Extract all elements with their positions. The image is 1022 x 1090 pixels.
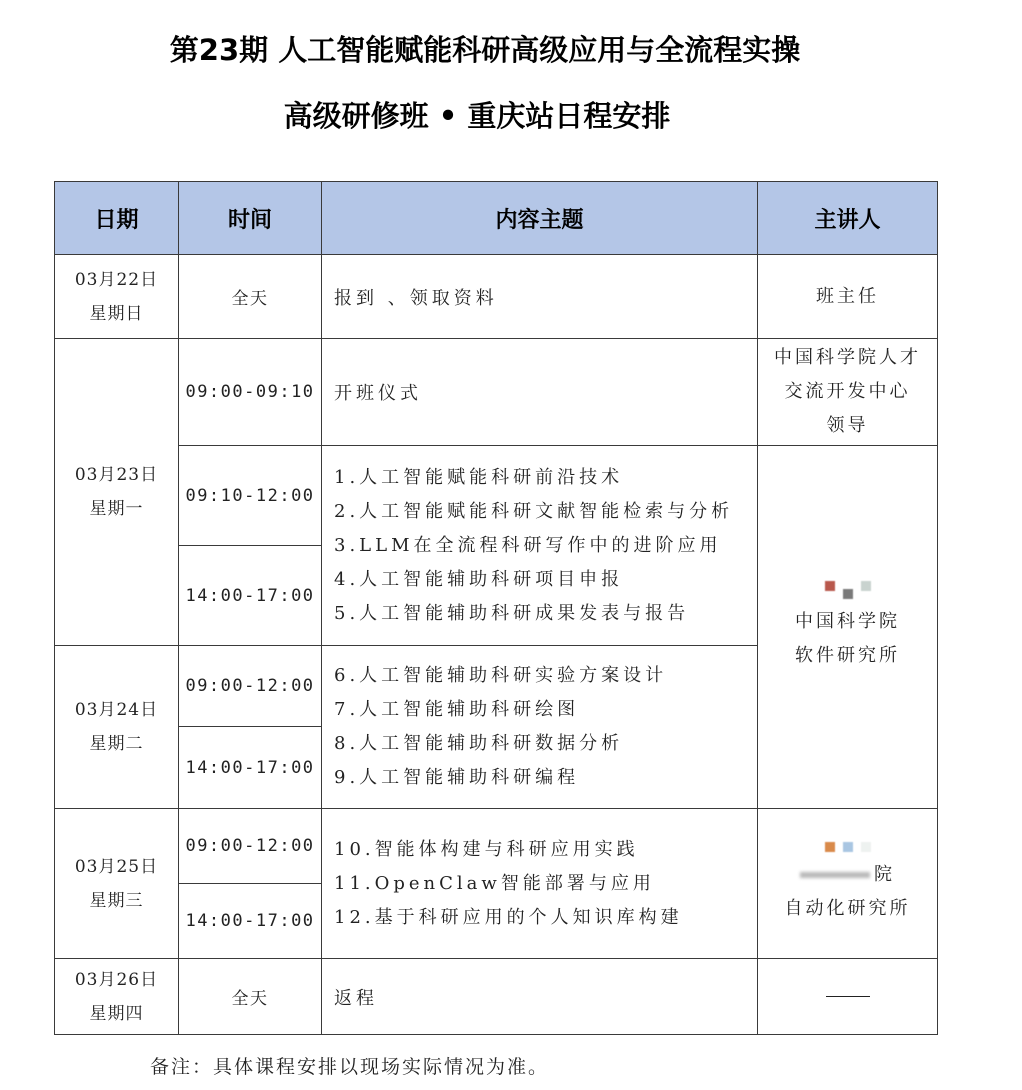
topic-cell [322, 809, 758, 959]
date-cell [55, 809, 179, 959]
page-title-line-1: 第23期 人工智能赋能科研高级应用与全流程实操 [169, 33, 801, 67]
date-cell [55, 255, 179, 339]
institution-logo-blurred [758, 842, 937, 852]
topic-item: 2.人工智能赋能科研文献智能检索与分析 [334, 500, 734, 522]
topic-cell: 返程 [322, 959, 758, 1035]
topic-item: 6.人工智能辅助科研实验方案设计 [334, 665, 668, 686]
date-text: 03月26日 [74, 969, 159, 990]
date-text: 03月22日 [74, 269, 159, 290]
time-cell: 09:00-12:00 [179, 809, 322, 884]
speaker-cell [758, 339, 938, 446]
speaker-line: 交流开发中心 [784, 381, 911, 402]
speaker-cell: 班主任 [758, 255, 938, 339]
time-cell: 全天 [179, 959, 322, 1035]
date-text: 03月24日 [74, 700, 159, 720]
topic-item: 3.LLM在全流程科研写作中的进阶应用 [334, 534, 722, 556]
date-text: 03月23日 [74, 465, 159, 485]
speaker-line: 中国科学院人才 [774, 347, 921, 368]
schedule-table [54, 181, 938, 1035]
time-cell: 14:00-17:00 [179, 546, 322, 646]
time-cell: 14:00-17:00 [179, 727, 322, 809]
speaker-line: 领导 [826, 415, 869, 436]
topic-item: 1.人工智能赋能科研前沿技术 [334, 466, 624, 488]
header-speaker: 主讲人 [758, 182, 938, 255]
table-header-row [55, 182, 938, 255]
time-cell: 09:00-12:00 [179, 646, 322, 727]
date-cell [55, 339, 179, 646]
weekday-text: 星期一 [89, 499, 144, 519]
table-row [55, 446, 938, 546]
table-row [55, 255, 938, 339]
topic-item: 5.人工智能辅助科研成果发表与报告 [334, 602, 690, 624]
topic-cell: 报到 、领取资料 [322, 255, 758, 339]
topic-cell [322, 646, 758, 809]
weekday-text: 星期三 [89, 890, 144, 911]
speaker-line-suffix: 院 [874, 863, 895, 885]
table-row [55, 339, 938, 446]
speaker-line: 软件研究所 [795, 645, 900, 666]
speaker-line: 自动化研究所 [784, 897, 911, 919]
weekday-text: 星期四 [89, 1003, 144, 1024]
page-title-line-2: 高级研修班 • 重庆站日程安排 [283, 99, 671, 133]
empty-dash [826, 996, 870, 997]
speaker-cell [758, 809, 938, 959]
speaker-line [758, 858, 937, 892]
time-cell: 09:00-09:10 [179, 339, 322, 446]
redacted-text-blur [800, 872, 870, 878]
time-cell: 09:10-12:00 [179, 446, 322, 546]
speaker-cell [758, 959, 938, 1035]
date-text: 03月25日 [74, 856, 159, 877]
speaker-cell [758, 446, 938, 809]
topic-item: 9.人工智能辅助科研编程 [334, 767, 580, 788]
topic-item: 10.智能体构建与科研应用实践 [334, 838, 639, 860]
topic-cell: 开班仪式 [322, 339, 758, 446]
date-cell [55, 646, 179, 809]
topic-item: 8.人工智能辅助科研数据分析 [334, 733, 624, 754]
footnote: 备注：具体课程安排以现场实际情况为准。 [150, 1056, 550, 1078]
topic-item: 7.人工智能辅助科研绘图 [334, 699, 580, 720]
speaker-line: 中国科学院 [795, 611, 900, 632]
table-row [55, 959, 938, 1035]
topic-item: 12.基于科研应用的个人知识库构建 [334, 906, 683, 928]
topic-item: 4.人工智能辅助科研项目申报 [334, 568, 624, 590]
header-time: 时间 [179, 182, 322, 255]
header-date: 日期 [55, 182, 179, 255]
table-row [55, 809, 938, 884]
date-cell [55, 959, 179, 1035]
topic-item: 11.OpenClaw智能部署与应用 [334, 872, 655, 894]
time-cell: 全天 [179, 255, 322, 339]
weekday-text: 星期日 [89, 303, 144, 324]
weekday-text: 星期二 [89, 734, 144, 754]
topic-cell [322, 446, 758, 646]
institution-logo-blurred [758, 581, 937, 599]
header-topic: 内容主题 [322, 182, 758, 255]
time-cell: 14:00-17:00 [179, 884, 322, 959]
